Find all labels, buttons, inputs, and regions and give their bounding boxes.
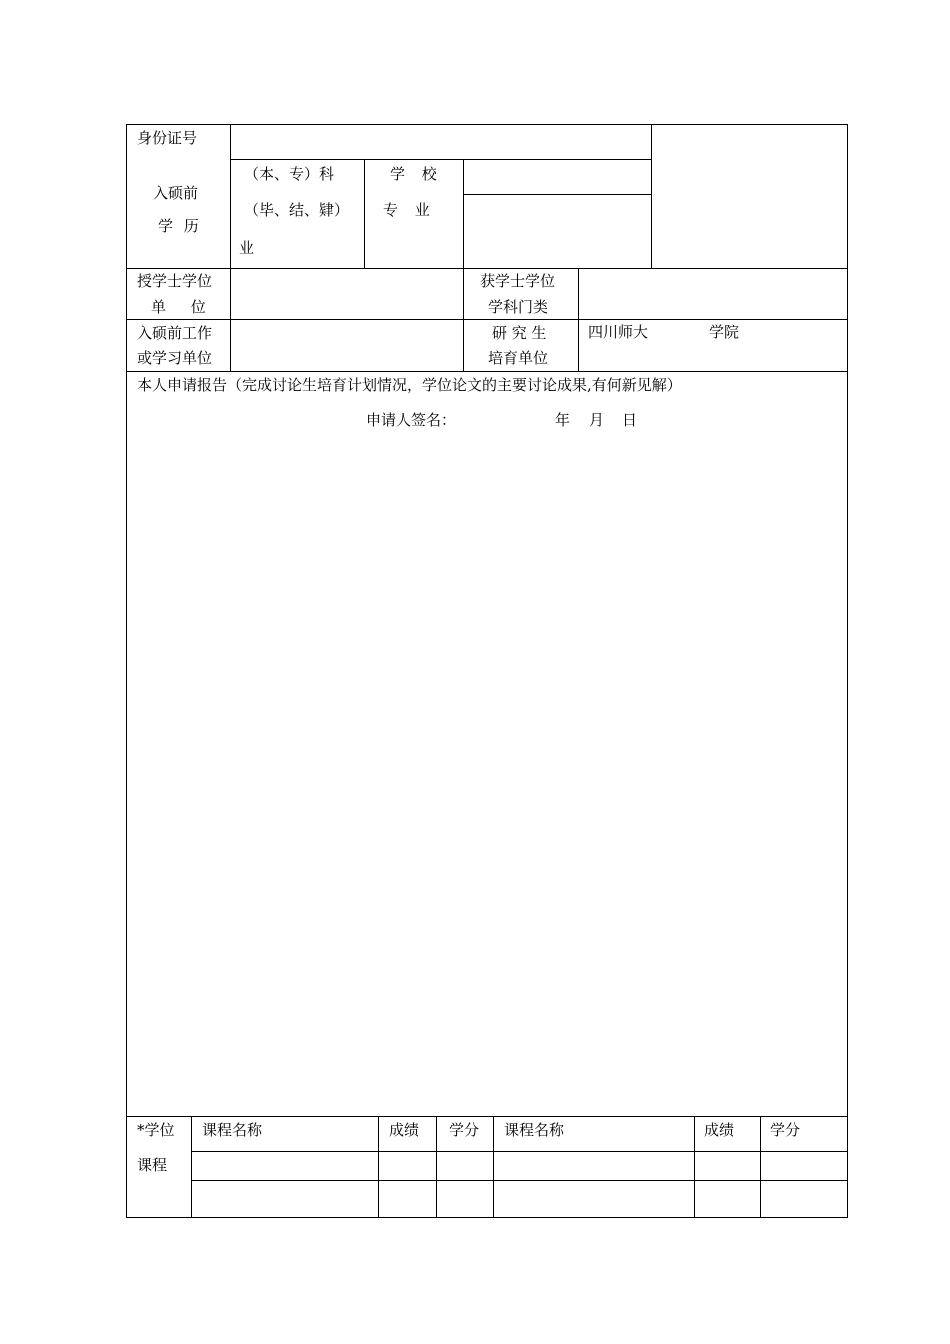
prior-work-label-line1: 入硕前工作 — [137, 324, 213, 342]
course-cell-r1-credit2[interactable] — [761, 1152, 847, 1180]
training-unit-value-college: 学院 — [709, 323, 740, 341]
status-label-line1: （毕、结、肄） — [244, 201, 350, 219]
date-day: 日 — [622, 411, 638, 429]
bachelor-category-label-line2: 学科门类 — [488, 298, 549, 316]
id-number-field[interactable] — [231, 125, 651, 159]
course-cell-r2-grade2[interactable] — [695, 1181, 760, 1217]
course-header-name-2: 课程名称 — [504, 1121, 565, 1139]
course-cell-r2-name2[interactable] — [494, 1181, 694, 1217]
course-cell-r1-credit1[interactable] — [437, 1152, 493, 1180]
course-cell-r2-name1[interactable] — [192, 1181, 378, 1217]
course-cell-r1-grade2[interactable] — [695, 1152, 760, 1180]
status-label-line2: 业 — [239, 239, 255, 257]
date-month: 月 — [589, 411, 605, 429]
date-year: 年 — [555, 411, 571, 429]
course-section-label-line2: 课程 — [137, 1156, 168, 1174]
bachelor-category-field[interactable] — [579, 269, 847, 319]
prior-work-field[interactable] — [231, 320, 463, 371]
bachelor-unit-label-line1: 授学士学位 — [137, 272, 213, 290]
bachelor-unit-field[interactable] — [231, 269, 463, 319]
photo-area — [652, 125, 847, 268]
bachelor-mid-divider-left — [463, 268, 464, 372]
id-number-label: 身份证号 — [137, 129, 198, 147]
course-cell-r2-credit2[interactable] — [761, 1181, 847, 1217]
edu-label-line2: 学 历 — [158, 217, 199, 235]
course-header-credit-2: 学分 — [770, 1121, 801, 1139]
course-cell-r2-grade1[interactable] — [379, 1181, 436, 1217]
bachelor-unit-label-line2: 单 位 — [151, 298, 206, 316]
training-unit-value-university: 四川师大 — [588, 323, 649, 341]
major-field[interactable] — [464, 195, 651, 268]
school-label: 学 校 — [390, 165, 437, 183]
course-cell-r1-name1[interactable] — [192, 1152, 378, 1180]
prior-work-label-line2: 或学习单位 — [137, 349, 213, 367]
bachelor-category-label-line1: 获学士学位 — [480, 272, 556, 290]
course-section-top — [126, 1116, 848, 1117]
signature-label: 申请人签名： — [366, 411, 457, 429]
course-cell-r1-grade1[interactable] — [379, 1152, 436, 1180]
edu-mid-divider — [364, 159, 365, 268]
course-header-grade-1: 成绩 — [389, 1121, 420, 1139]
course-header-credit-1: 学分 — [449, 1121, 480, 1139]
training-unit-label-line1: 研 究 生 — [492, 324, 547, 342]
table-bottom-border — [126, 1217, 848, 1218]
course-cell-r1-name2[interactable] — [494, 1152, 694, 1180]
report-heading: 本人申请报告（完成讨论生培育计划情况，学位论文的主要讨论成果,有何新见解） — [137, 376, 682, 394]
report-text-area[interactable] — [127, 436, 847, 1116]
training-unit-label-line2: 培育单位 — [488, 349, 549, 367]
school-field[interactable] — [464, 160, 651, 194]
course-header-name-1: 课程名称 — [202, 1121, 263, 1139]
prior-work-row-bottom — [126, 371, 848, 372]
undergrad-label: （本、专）科 — [244, 165, 335, 183]
table-right-border — [847, 124, 848, 1218]
course-cell-r2-credit1[interactable] — [437, 1181, 493, 1217]
major-label: 专 业 — [383, 201, 430, 219]
course-header-grade-2: 成绩 — [704, 1121, 735, 1139]
edu-label-line1: 入硕前 — [153, 184, 199, 202]
course-section-label-line1: *学位 — [137, 1121, 175, 1139]
